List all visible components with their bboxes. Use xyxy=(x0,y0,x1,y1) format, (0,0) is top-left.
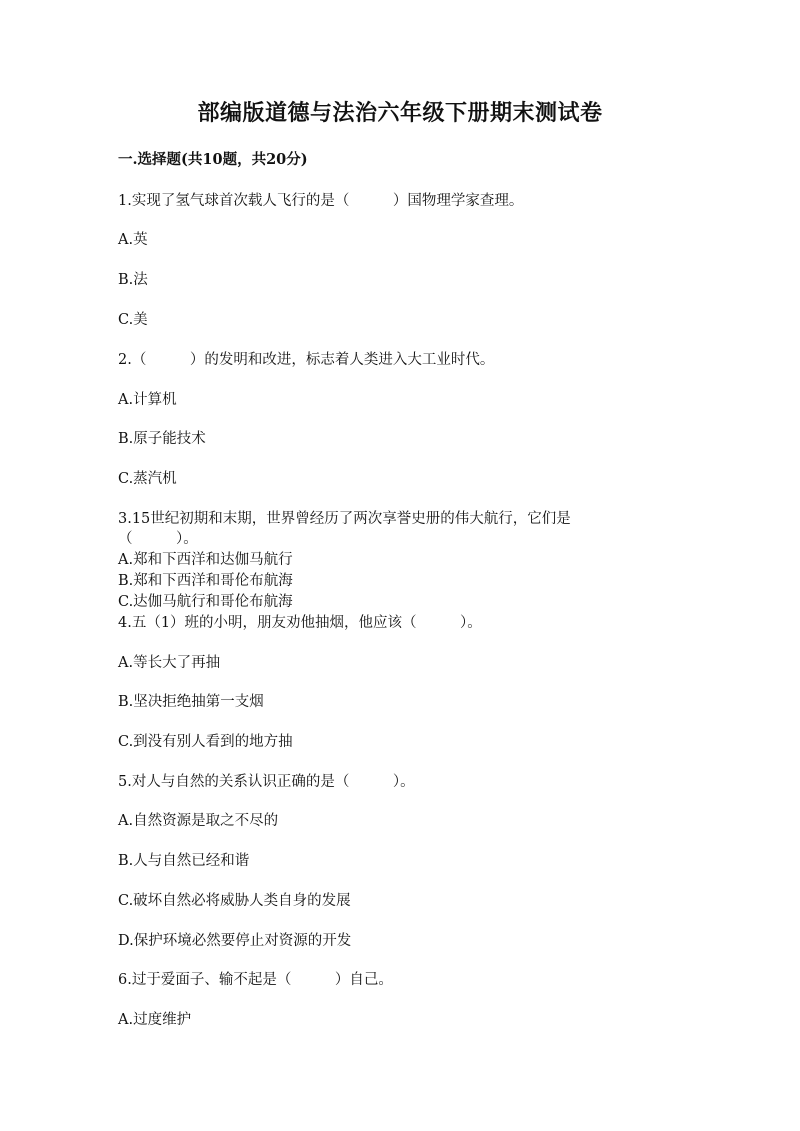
question-1-option-c: C.美 xyxy=(118,312,148,328)
question-2-option-c: C.蒸汽机 xyxy=(118,471,177,487)
question-3-stem-line-1: 3.15世纪初期和末期，世界曾经历了两次享誉史册的伟大航行，它们是 xyxy=(118,511,571,527)
question-2-option-b: B.原子能技术 xyxy=(118,431,206,447)
question-5-option-a: A.自然资源是取之不尽的 xyxy=(118,813,279,829)
question-4-option-c: C.到没有别人看到的地方抽 xyxy=(118,734,293,750)
question-2-stem: 2.（ ）的发明和改进，标志着人类进入大工业时代。 xyxy=(118,352,495,368)
question-1-stem: 1.实现了氢气球首次载人飞行的是（ ）国物理学家查理。 xyxy=(118,193,524,209)
question-2-option-a: A.计算机 xyxy=(118,392,177,408)
question-1-option-b: B.法 xyxy=(118,272,148,288)
question-6-option-a: A.过度维护 xyxy=(118,1012,192,1028)
exam-title: 部编版道德与法治六年级下册期末测试卷 xyxy=(197,100,603,126)
question-4-stem: 4.五（1）班的小明，朋友劝他抽烟，他应该（ ）。 xyxy=(118,615,482,631)
question-4-option-b: B.坚决拒绝抽第一支烟 xyxy=(118,694,264,710)
question-5-option-c: C.破坏自然必将威胁人类自身的发展 xyxy=(118,893,351,909)
question-5-option-d: D.保护环境必然要停止对资源的开发 xyxy=(118,933,352,949)
question-3-stem-line-2: （ ）。 xyxy=(118,531,198,547)
question-4-option-a: A.等长大了再抽 xyxy=(118,655,221,671)
question-3-option-b: B.郑和下西洋和哥伦布航海 xyxy=(118,573,293,589)
question-5-stem: 5.对人与自然的关系认识正确的是（ ）。 xyxy=(118,774,415,790)
question-3-option-c: C.达伽马航行和哥伦布航海 xyxy=(118,594,293,610)
question-6-stem: 6.过于爱面子、输不起是（ ）自己。 xyxy=(118,972,393,988)
section-heading: 一.选择题(共10题，共20分) xyxy=(118,151,308,168)
question-3-option-a: A.郑和下西洋和达伽马航行 xyxy=(118,552,293,568)
question-5-option-b: B.人与自然已经和谐 xyxy=(118,853,250,869)
question-1-option-a: A.英 xyxy=(118,232,148,248)
